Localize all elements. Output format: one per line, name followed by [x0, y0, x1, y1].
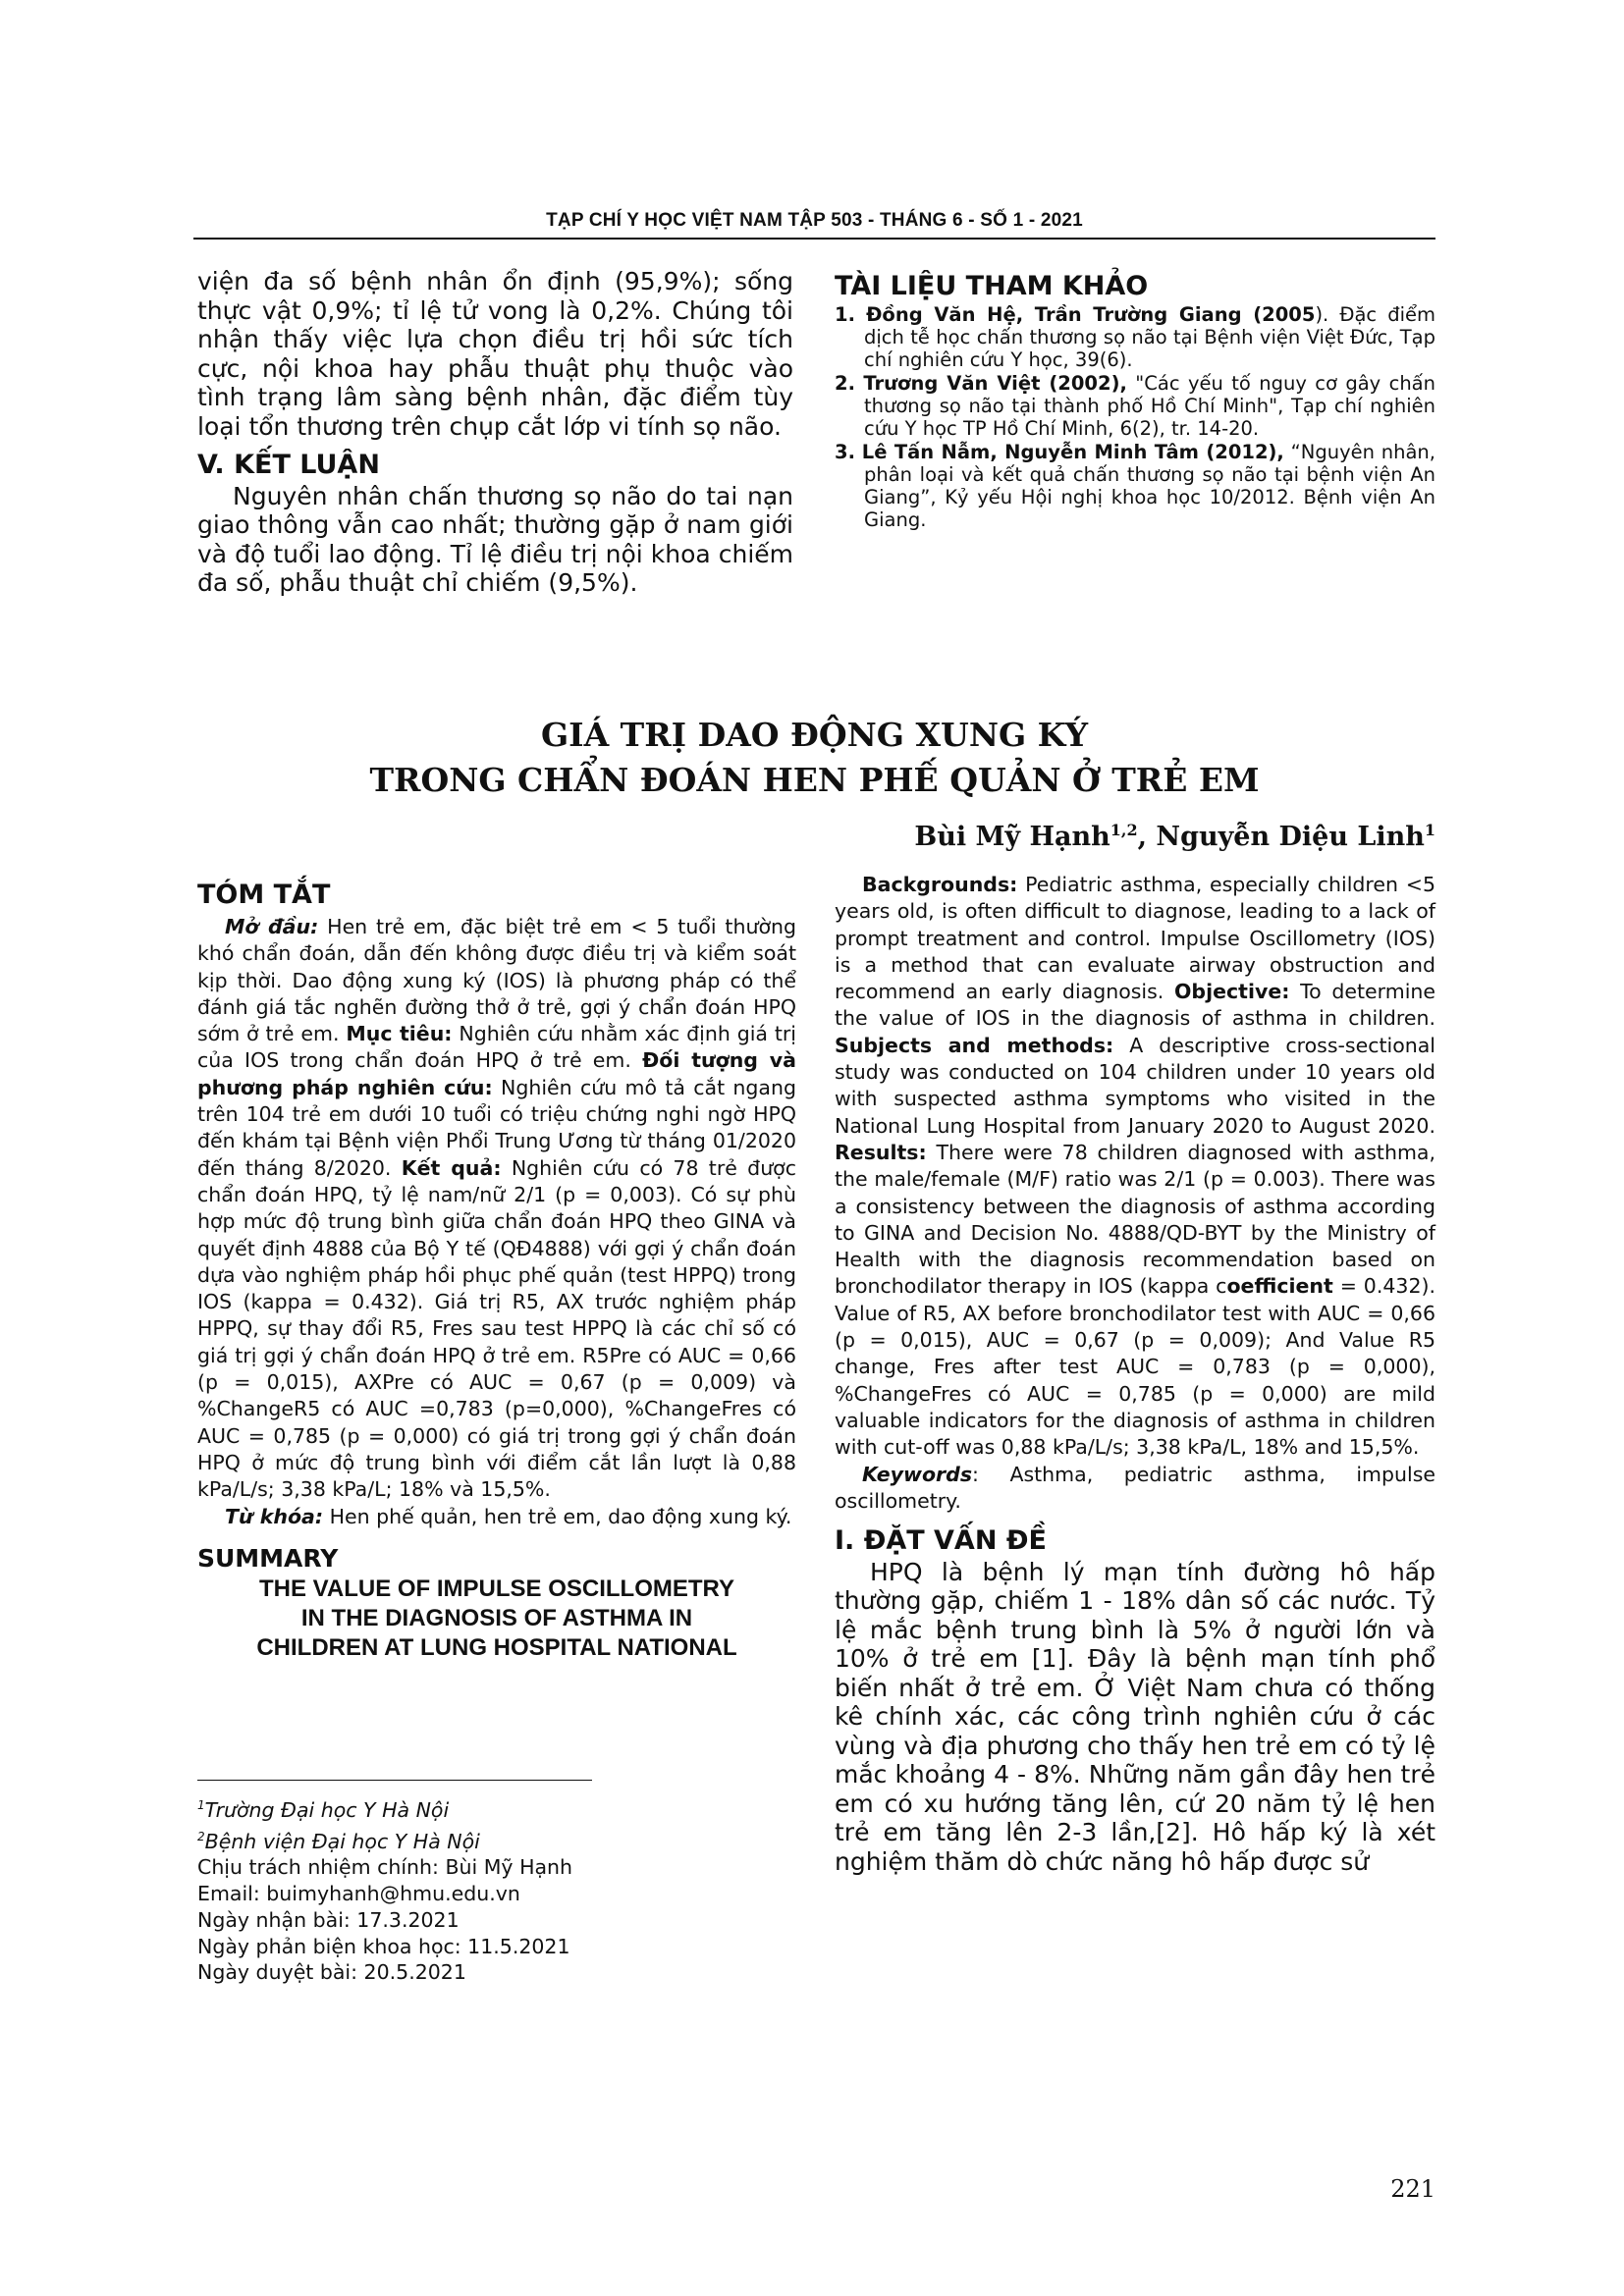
article-title: [193, 713, 1435, 803]
abstract-vi-heading: TÓM TẮT: [197, 880, 331, 910]
reference-item: 1. Đồng Văn Hệ, Trần Trường Giang (2005). Đặc điểm dịch tễ học chấn thương sọ não tại Bệnh viện Việt Đức, Tạp chí nghiên cứu Y học, 39(6).: [835, 303, 1435, 371]
summary-title: THE VALUE OF IMPULSE OSCILLOMETRY IN THE DIAGNOSIS OF ASTHMA IN CHILDREN AT LUNG HOSPITAL NATIONAL: [256, 1575, 737, 1661]
summary-heading: SUMMARY: [197, 1543, 339, 1573]
date-received: Ngày nhận bài: 17.3.2021: [197, 1907, 460, 1932]
intro-text: HPQ là bệnh lý mạn tính đường hô hấp thường gặp, chiếm 1 - 18% dân số các nước. Tỷ lệ mắc bệnh trung bình là 5% ở người lớn và 10% ở trẻ em [1]. Đây là bệnh mạn tính phổ biến nhất ở trẻ em. Ở Việt Nam chưa có thống kê chính xác, các công trình nghiên cứu ở các vùng và địa phương cho thấy hen trẻ em có tỷ lệ mắc khoảng 4 - 8%. Những năm gần đây hen trẻ em có xu hướng tăng lên, cứ 20 năm tỷ lệ hen trẻ em tăng lên 2-3 lần,[2]. Hô hấp ký là xét nghiệm thăm dò chức năng hô hấp được sử: [835, 1557, 1435, 1876]
references-heading: TÀI LIỆU THAM KHẢO: [835, 271, 1149, 301]
article-authors: Bùi Mỹ Hạnh$^{1,2}$, Nguyễn Diệu Linh$^1$: [914, 821, 1435, 852]
prev-references: [835, 271, 1435, 532]
conclusion-heading: V. KẾT LUẬN: [197, 450, 380, 480]
abstract-en-keywords: Keywords: Asthma, pediatric asthma, impulse oscillometry.: [835, 1462, 1435, 1513]
responsible-author: Chịu trách nhiệm chính: Bùi Mỹ Hạnh: [197, 1855, 573, 1880]
abstract-vi-body: Mở đầu: Hen trẻ em, đặc biệt trẻ em < 5 tuổi thường khó chẩn đoán, dẫn đến không được điều trị và kiểm soát kịp thời. Dao động xung ký (IOS) là phương pháp có thể đánh giá tắc nghẽn đường thở ở trẻ, gợi ý chẩn đoán HPQ sớm ở trẻ em. Mục tiêu: Nghiên cứu nhằm xác định giá trị của IOS trong chẩn đoán HPQ ở trẻ em. Đối tượng và phương pháp nghiên cứu: Nghiên cứu mô tả cắt ngang trên 104 trẻ em dưới 10 tuổi có triệu chứng nghi ngờ HPQ đến khám tại Bệnh viện Phổi Trung Ương từ tháng 01/2020 đến tháng 8/2020. Kết quả: Nghiên cứu có 78 trẻ được chẩn đoán HPQ, tỷ lệ nam/nữ 2/1 (p = 0,003). Có sự phù hợp mức độ trung bình giữa chẩn đoán HPQ theo GINA và quyết định 4888 của Bộ Y tế (QĐ4888) với gợi ý chẩn đoán dựa vào nghiệm pháp hồi phục phế quản (test HPPQ) trong IOS (kappa = 0.432). Giá trị R5, AX trước nghiệm pháp HPPQ, sự thay đổi R5, Fres sau test HPPQ là các chỉ số có giá trị gợi ý chẩn đoán HPQ ở trẻ em. R5Pre có AUC = 0,66 (p = 0,015), AXPre có AUC = 0,67 (p = 0,009) và %ChangeR5 có AUC =0,783 (p=0,000), %ChangeFres có AUC = 0,785 (p = 0,000) có giá trị trong gợi ý chẩn đoán HPQ ở mức độ trung bình với điểm cắt lần lượt là 0,88 kPa/L/s; 3,38 kPa/L; 18% và 15,5%.: [197, 915, 796, 1502]
abstract-vi: [197, 880, 796, 1663]
prev-discussion-tail: viện đa số bệnh nhân ổn định (95,9%); sống thực vật 0,9%; tỉ lệ tử vong là 0,2%. Chúng tôi nhận thấy việc lựa chọn điều trị hồi sức tích cực, nội khoa hay phẫu thuật phụ thuộc vào tình trạng lâm sàng bệnh nhân, đặc điểm tùy loại tổn thương trên chụp cắt lớp vi tính sọ não.: [197, 267, 793, 441]
footnotes: [197, 1792, 786, 1986]
article-title-line1: GIÁ TRỊ DAO ĐỘNG XUNG KÝ: [540, 716, 1089, 754]
affiliation-1: $^1$Trường Đại học Y Hà Nội: [197, 1797, 450, 1822]
reference-item: 2. Trương Văn Việt (2002), "Các yếu tố nguy cơ gây chấn thương sọ não tại thành phố Hồ Chí Minh", Tạp chí nghiên cứu Y học TP Hồ Chí Minh, 6(2), tr. 14-20.: [835, 372, 1435, 440]
date-reviewed: Ngày phản biện khoa học: 11.5.2021: [197, 1934, 570, 1958]
journal-header: TẠP CHÍ Y HỌC VIỆT NAM TẬP 503 - THÁNG 6 - SỐ 1 - 2021: [546, 210, 1083, 231]
footnote-rule: [197, 1780, 592, 1781]
affiliation-2: $^2$Bệnh viện Đại học Y Hà Nội: [197, 1829, 480, 1853]
email: Email: buimyhanh@hmu.edu.vn: [197, 1882, 520, 1906]
header-rule: [193, 238, 1435, 240]
abstract-en: [835, 872, 1435, 1876]
reference-item: 3. Lê Tấn Nẫm, Nguyễn Minh Tâm (2012), “Nguyên nhân, phân loại và kết quả chấn thương sọ não tại bệnh viện An Giang”, Kỷ yếu Hội nghị khoa học 10/2012. Bệnh viện An Giang.: [835, 441, 1435, 531]
abstract-en-body: Backgrounds: Pediatric asthma, especially children <5 years old, is often difficult to diagnose, leading to a lack of prompt treatment and control. Impulse Oscillometry (IOS) is a method that can evaluate airway obstruction and recommend an early diagnosis. Objective: To determine the value of IOS in the diagnosis of asthma in children. Subjects and methods: A descriptive cross-sectional study was conducted on 104 children under 10 years old with suspected asthma symptoms who visited in the National Lung Hospital from January 2020 to August 2020. Results: There were 78 children diagnosed with asthma, the male/female (M/F) ratio was 2/1 (p = 0.003). There was a consistency between the diagnosis of asthma according to GINA and Decision No. 4888/QD-BYT by the Ministry of Health with the diagnosis recommendation based on bronchodilator therapy in IOS (kappa coefficient = 0.432). Value of R5, AX before bronchodilator test with AUC = 0,66 (p = 0,015), AUC = 0,67 (p = 0,009); And Value R5 change, Fres after test AUC = 0,783 (p = 0,000), %ChangeFres có AUC = 0,785 (p = 0,000) are mild valuable indicators for the diagnosis of asthma in children with cut-off was 0,88 kPa/L/s; 3,38 kPa/L, 18% and 15,5%.: [835, 873, 1436, 1460]
article-title-line2: TRONG CHẨN ĐOÁN HEN PHẾ QUẢN Ở TRẺ EM: [369, 761, 1260, 799]
page-number: 221: [1390, 2175, 1435, 2203]
prev-left-column: [197, 267, 793, 598]
conclusion-text: Nguyên nhân chấn thương sọ não do tai nạn giao thông vẫn cao nhất; thường gặp ở nam giới và độ tuổi lao động. Tỉ lệ điều trị nội khoa chiếm đa số, phẫu thuật chỉ chiếm (9,5%).: [197, 481, 793, 597]
date-accepted: Ngày duyệt bài: 20.5.2021: [197, 1960, 466, 1985]
abstract-vi-keywords: Từ khóa: Hen phế quản, hen trẻ em, dao động xung ký.: [225, 1504, 792, 1528]
intro-heading: I. ĐẶT VẤN ĐỀ: [835, 1525, 1047, 1557]
